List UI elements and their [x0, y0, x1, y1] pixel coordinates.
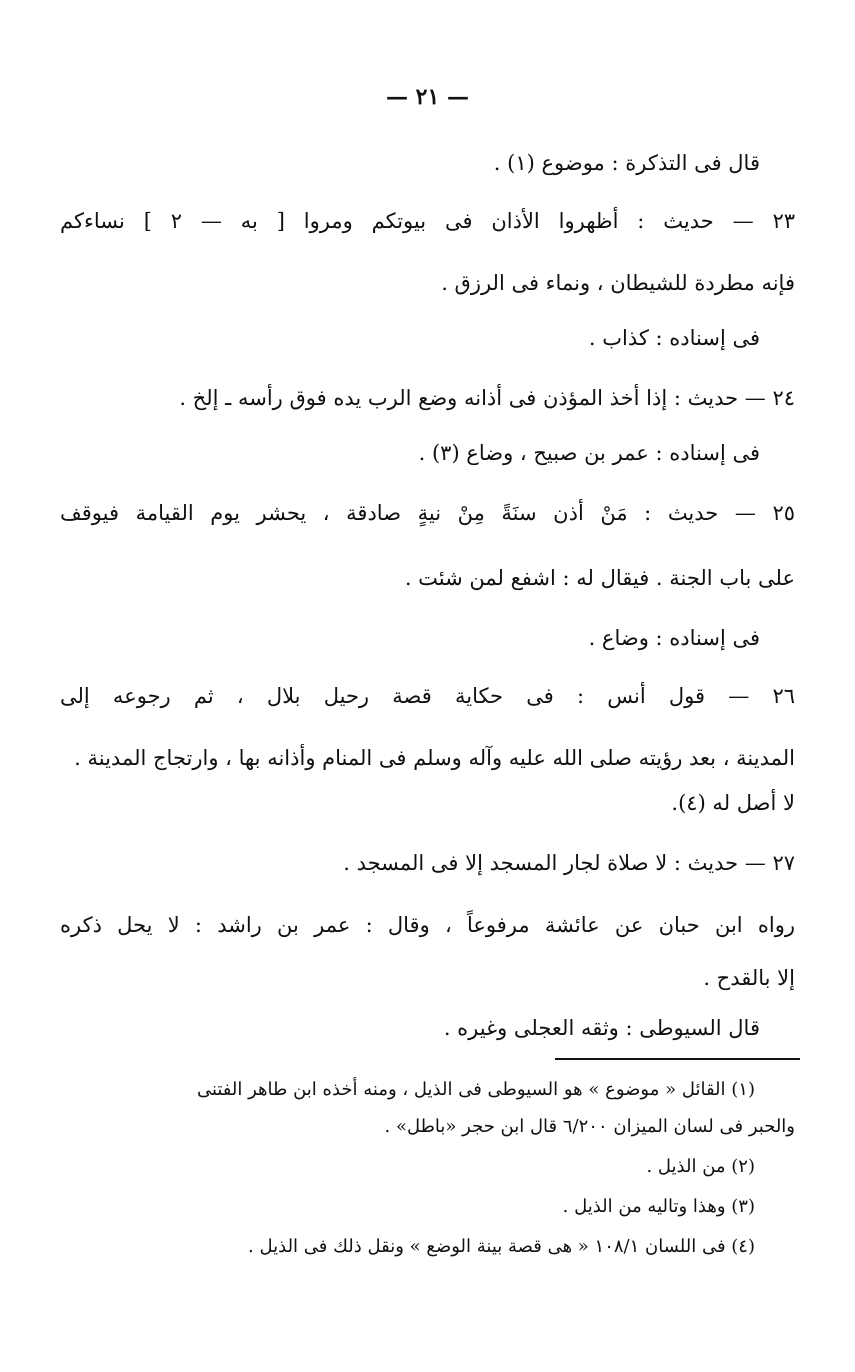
text-line: فإنه مطردة للشيطان ، ونماء فى الرزق .	[441, 271, 795, 295]
text-line: إلا بالقدح .	[703, 966, 795, 990]
footnote: (٣) وهذا وتاليه من الذيل .	[562, 1196, 755, 1217]
text-line: لا أصل له (٤).	[671, 791, 795, 815]
text-line: على باب الجنة . فيقال له : اشفع لمن شئت .	[404, 566, 795, 590]
text-line: ٢٣ — حديث : أظهروا الأذان فى بيوتكم ومروا [ به — ٢ ] نساءكم	[60, 209, 795, 233]
footnote: (١) القائل « موضوع » هو السيوطى فى الذيل ، ومنه أخذه ابن طاهر الفتنى	[196, 1079, 755, 1100]
text-line: ٢٧ — حديث : لا صلاة لجار المسجد إلا فى المسجد .	[343, 851, 795, 875]
text-line: ٢٥ — حديث : مَنْ أذن سنَةً مِنْ نيةٍ صادقة ، يحشر يوم القيامة فيوقف	[60, 501, 795, 525]
text-line: رواه ابن حبان عن عائشة مرفوعاً ، وقال : عمر بن راشد : لا يحل ذكره	[60, 913, 795, 937]
footnote: والحبر فى لسان الميزان ٦/٢٠٠ قال ابن حجر «باطل» .	[384, 1116, 795, 1137]
text-line: ٢٦ — قول أنس : فى حكاية قصة رحيل بلال ، ثم رجوعه إلى	[60, 684, 795, 708]
page-number: — ٢١ —	[386, 84, 469, 110]
text-line: قال فى التذكرة : موضوع (١) .	[493, 151, 760, 175]
text-line: فى إسناده : عمر بن صبيح ، وضاع (٣) .	[418, 441, 760, 465]
footnote: (٤) فى اللسان ١٠٨/١ « هى قصة بينة الوضع » ونقل ذلك فى الذيل .	[248, 1236, 755, 1257]
footnote: (٢) من الذيل .	[646, 1156, 755, 1177]
text-line: قال السيوطى : وثقه العجلى وغيره .	[443, 1016, 760, 1040]
text-line: ٢٤ — حديث : إذا أخذ المؤذن فى أذانه وضع الرب يده فوق رأسه ـ إلخ .	[179, 386, 795, 410]
text-line: فى إسناده : وضاع .	[588, 626, 760, 650]
text-line: فى إسناده : كذاب .	[588, 326, 760, 350]
footnote-rule	[555, 1058, 800, 1060]
text-line: المدينة ، بعد رؤيته صلى الله عليه وآله وسلم فى المنام وأذانه بها ، وارتجاج المدينة .	[74, 746, 795, 770]
